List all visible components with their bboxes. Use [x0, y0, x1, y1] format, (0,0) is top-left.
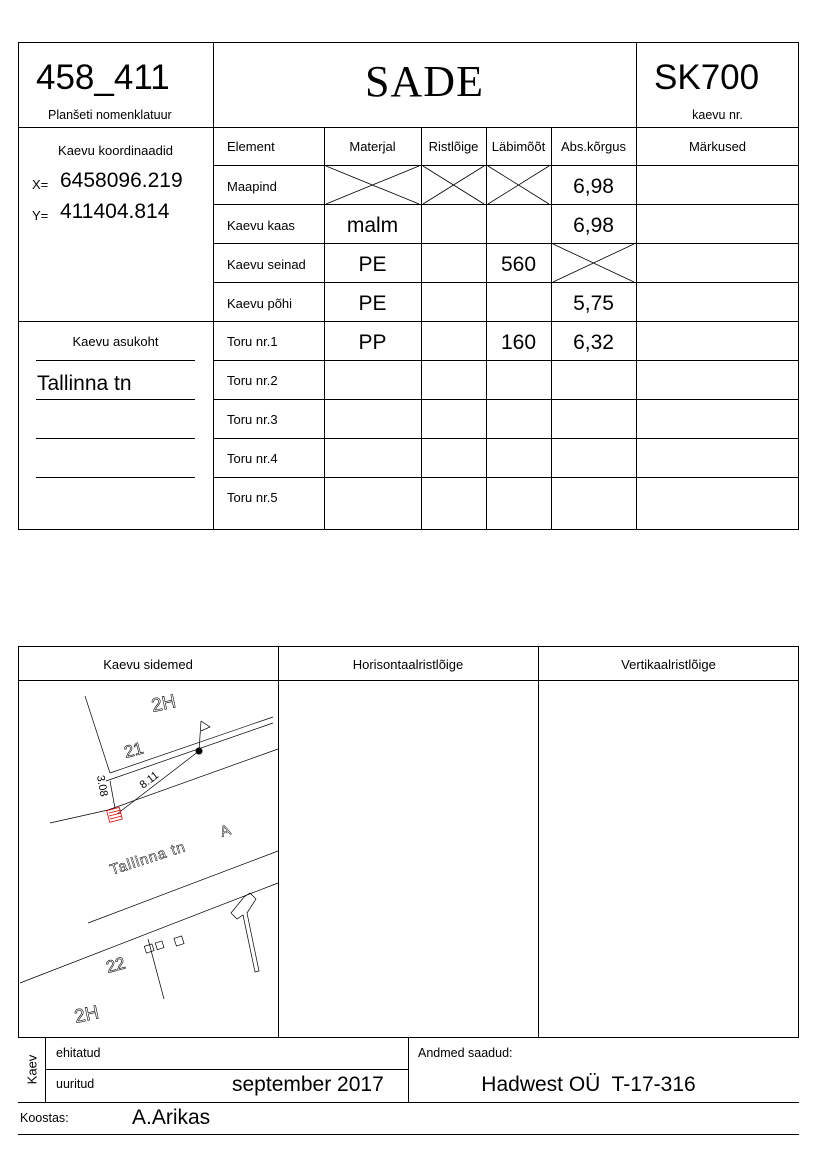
- location-value: Tallinna tn: [37, 372, 132, 395]
- nomenclature-number: 458_411: [36, 58, 170, 97]
- parcel-label-21: 21: [122, 738, 146, 762]
- divider: [18, 1134, 799, 1135]
- divider: [45, 1038, 46, 1102]
- coordinates-label: Kaevu koordinaadid: [58, 143, 173, 158]
- divider: [18, 1102, 799, 1103]
- column-header: Element: [227, 139, 275, 154]
- distance-label-308: 3.08: [94, 774, 110, 798]
- zone-label-bottom: 2H: [72, 1002, 101, 1028]
- row-element: Toru nr.2: [227, 373, 278, 388]
- surveyed-date: september 2017: [232, 1073, 384, 1096]
- column-header: Materjal: [349, 139, 396, 154]
- street-code-label: A: [217, 821, 233, 841]
- cell-materjal: PE: [358, 253, 387, 276]
- nomenclature-label: Planšeti nomenklatuur: [48, 108, 172, 122]
- cell-abs: 6,32: [573, 331, 614, 354]
- surveyed-label: uuritud: [56, 1077, 95, 1091]
- page-title: SADE: [365, 57, 484, 106]
- row-element: Kaevu põhi: [227, 296, 293, 311]
- built-label: ehitatud: [56, 1046, 101, 1060]
- well-id-label: kaevu nr.: [692, 108, 743, 122]
- data-source-value: Hadwest OÜ T-17-316: [481, 1073, 696, 1096]
- cell-labimoot: 160: [500, 331, 537, 354]
- author-value: A.Arikas: [132, 1106, 211, 1129]
- sketch-header-vertical: Vertikaalristlõige: [621, 657, 716, 672]
- row-element: Toru nr.5: [227, 490, 278, 505]
- cell-labimoot: 560: [500, 253, 537, 276]
- y-coordinate: 411404.814: [60, 200, 170, 223]
- row-element: Maapind: [227, 179, 277, 194]
- cell-abs: 6,98: [573, 175, 614, 198]
- cell-materjal: PP: [358, 331, 387, 354]
- data-source-label: Andmed saadud:: [418, 1046, 513, 1060]
- column-header: Läbimõõt: [491, 139, 546, 154]
- row-element: Toru nr.1: [227, 334, 278, 349]
- divider: [45, 1069, 408, 1070]
- zone-label-top: 2H: [149, 691, 178, 717]
- divider: [278, 646, 279, 1038]
- well-id: SK700: [654, 58, 760, 97]
- cell-abs: 6,98: [573, 214, 614, 237]
- street-label: Tallinna tn: [107, 838, 188, 879]
- cell-materjal: PE: [358, 292, 387, 315]
- site-sketch: [18, 681, 278, 1037]
- row-element: Toru nr.4: [227, 451, 278, 466]
- sketch-header-links: Kaevu sidemed: [103, 657, 193, 672]
- side-label: Kaev: [24, 1054, 40, 1085]
- x-label: X=: [32, 177, 49, 192]
- column-header: Ristlõige: [428, 139, 479, 154]
- divider: [538, 646, 539, 1038]
- column-header: Abs.kõrgus: [560, 139, 627, 154]
- distance-label-811: 8.11: [137, 769, 162, 792]
- location-label: Kaevu asukoht: [72, 334, 159, 349]
- author-label: Koostas:: [20, 1111, 69, 1125]
- well-point-marker: [196, 748, 203, 755]
- column-header: Märkused: [688, 139, 747, 154]
- cell-materjal: malm: [346, 214, 399, 237]
- row-element: Kaevu kaas: [227, 218, 295, 233]
- x-coordinate: 6458096.219: [60, 169, 183, 192]
- row-element: Kaevu seinad: [227, 257, 306, 272]
- sketch-header-horizontal: Horisontaalristlõige: [352, 657, 464, 672]
- row-element: Toru nr.3: [227, 412, 278, 427]
- cell-abs: 5,75: [573, 292, 614, 315]
- parcel-label-22: 22: [104, 953, 128, 977]
- y-label: Y=: [32, 208, 49, 223]
